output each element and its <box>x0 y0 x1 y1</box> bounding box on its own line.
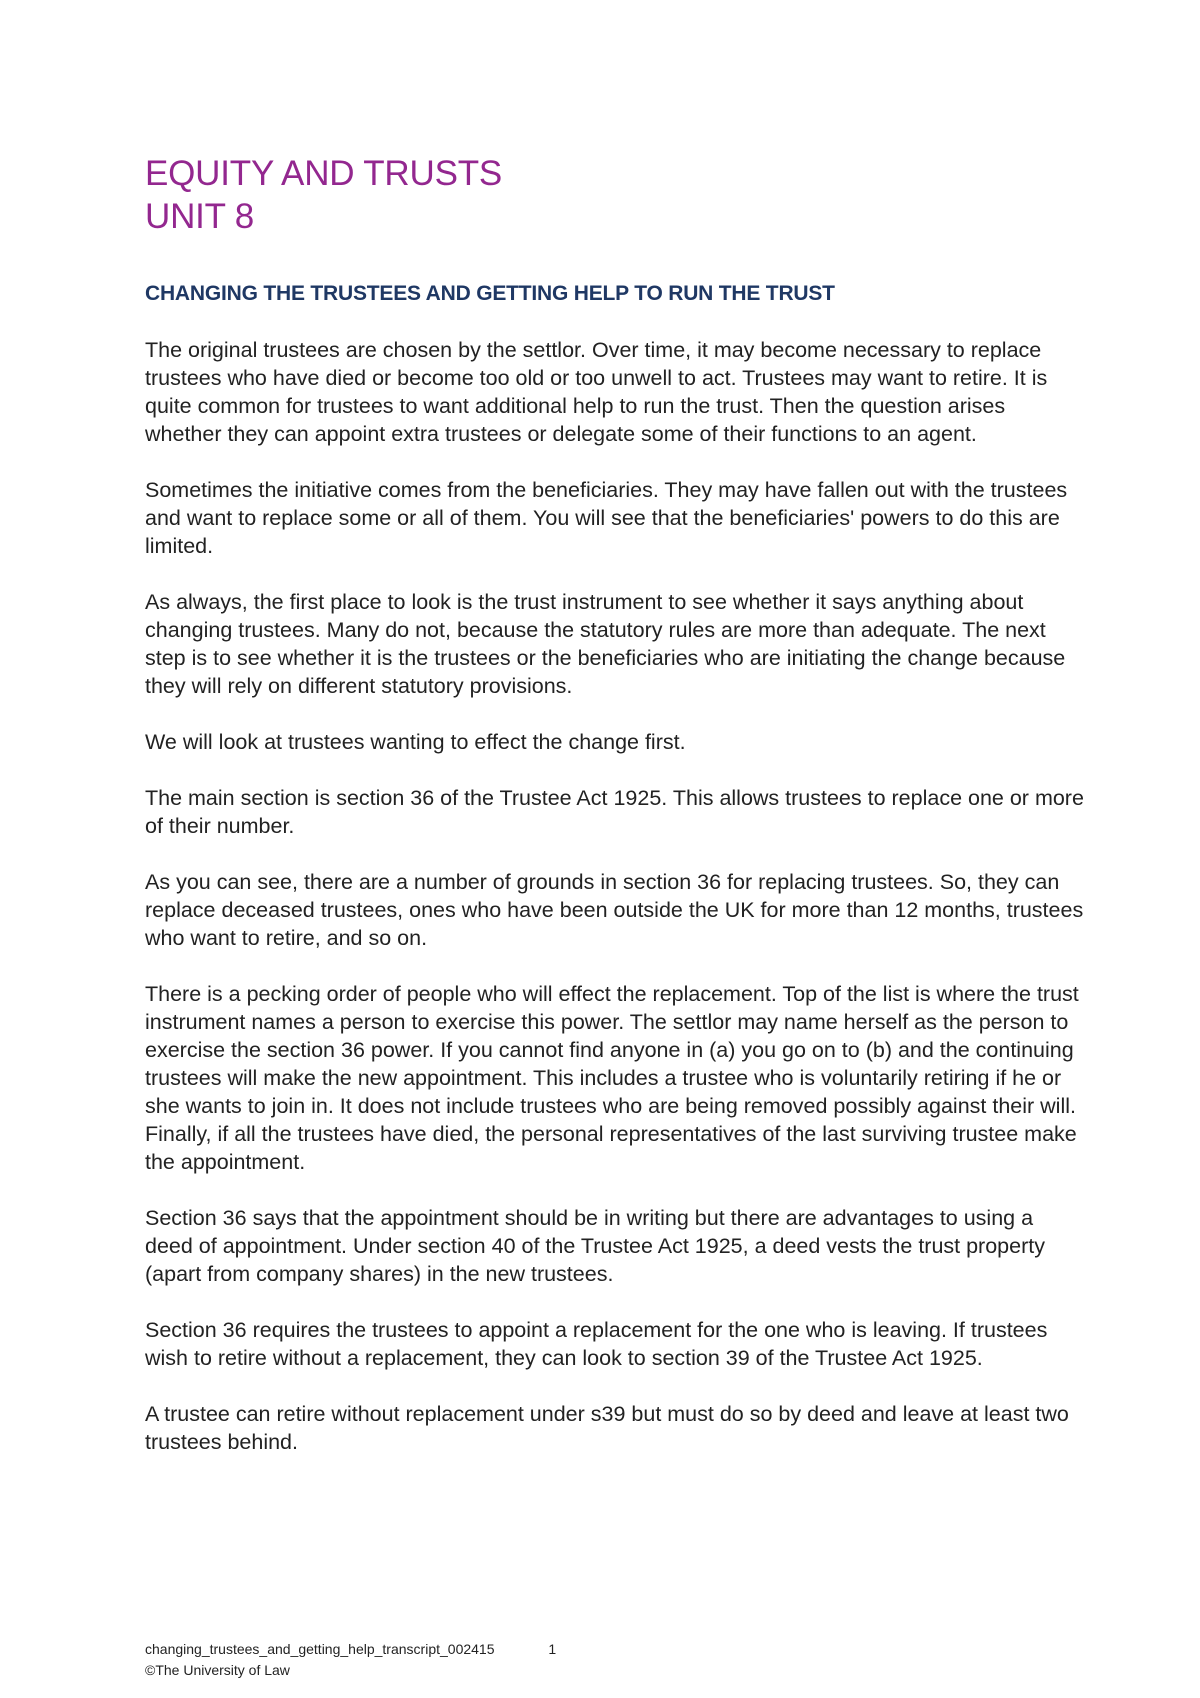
paragraph-1: The original trustees are chosen by the settlor. Over time, it may become necessary to replace trustees who have died or become too old or too unwell to act. Trustees may want to retire. It is quite common for trustees to want additional help to run the trust. Then the question arises whether they can appoint extra trustees or delegate some of their functions to an agent. <box>145 338 1048 446</box>
paragraph-9: Section 36 requires the trustees to appoint a replacement for the one who is leaving. If trustees wish to retire without a replacement, they can look to section 39 of the Trustee Act 1925. <box>145 1318 1048 1370</box>
paragraph-2: Sometimes the initiative comes from the beneficiaries. They may have fallen out with the trustees and want to replace some or all of them. You will see that the beneficiaries' powers to do this are limited. <box>145 478 1068 558</box>
paragraph-7: There is a pecking order of people who will effect the replacement. Top of the list is where the trust instrument names a person to exercise this power. The settlor may name herself as the person to exercise the section 36 power. If you cannot find anyone in (a) you go on to (b) and the continuing trustees will make the new appointment. This includes a trustee who is voluntarily retiring if he or she wants to join in. It does not include trustees who are being removed possibly against their will. Finally, if all the trustees have died, the personal representatives of the last surviving trustee make the appointment. <box>145 982 1079 1174</box>
page-footer <box>145 1639 556 1681</box>
page-number: 1 <box>548 1641 557 1657</box>
paragraph-6: As you can see, there are a number of grounds in section 36 for replacing trustees. So, they can replace deceased trustees, ones who have been outside the UK for more than 12 months, trustees who want to retire, and so on. <box>145 870 1084 950</box>
paragraph-8: Section 36 says that the appointment should be in writing but there are advantages to using a deed of appointment. Under section 40 of the Trustee Act 1925, a deed vests the trust property (apart from company shares) in the new trustees. <box>145 1206 1045 1286</box>
section-heading: CHANGING THE TRUSTEES AND GETTING HELP TO RUN THE TRUST <box>145 282 835 305</box>
body-text <box>145 336 1085 1484</box>
footer-row <box>145 1639 556 1660</box>
title-line-2: UNIT 8 <box>145 197 255 236</box>
footer-copyright: ©The University of Law <box>145 1662 290 1678</box>
paragraph-10: A trustee can retire without replacement under s39 but must do so by deed and leave at least two trustees behind. <box>145 1402 1069 1454</box>
paragraph-5: The main section is section 36 of the Trustee Act 1925. This allows trustees to replace one or more of their number. <box>145 786 1084 838</box>
title-line-1: EQUITY AND TRUSTS <box>145 154 503 193</box>
document-title <box>145 152 502 238</box>
footer-filename: changing_trustees_and_getting_help_transcript_002415 <box>145 1641 495 1657</box>
paragraph-3: As always, the first place to look is the trust instrument to see whether it says anything about changing trustees. Many do not, because the statutory rules are more than adequate. The next step is to see whether it is the trustees or the beneficiaries who are initiating the change because they will rely on different statutory provisions. <box>145 590 1066 698</box>
paragraph-4: We will look at trustees wanting to effect the change first. <box>145 730 686 754</box>
